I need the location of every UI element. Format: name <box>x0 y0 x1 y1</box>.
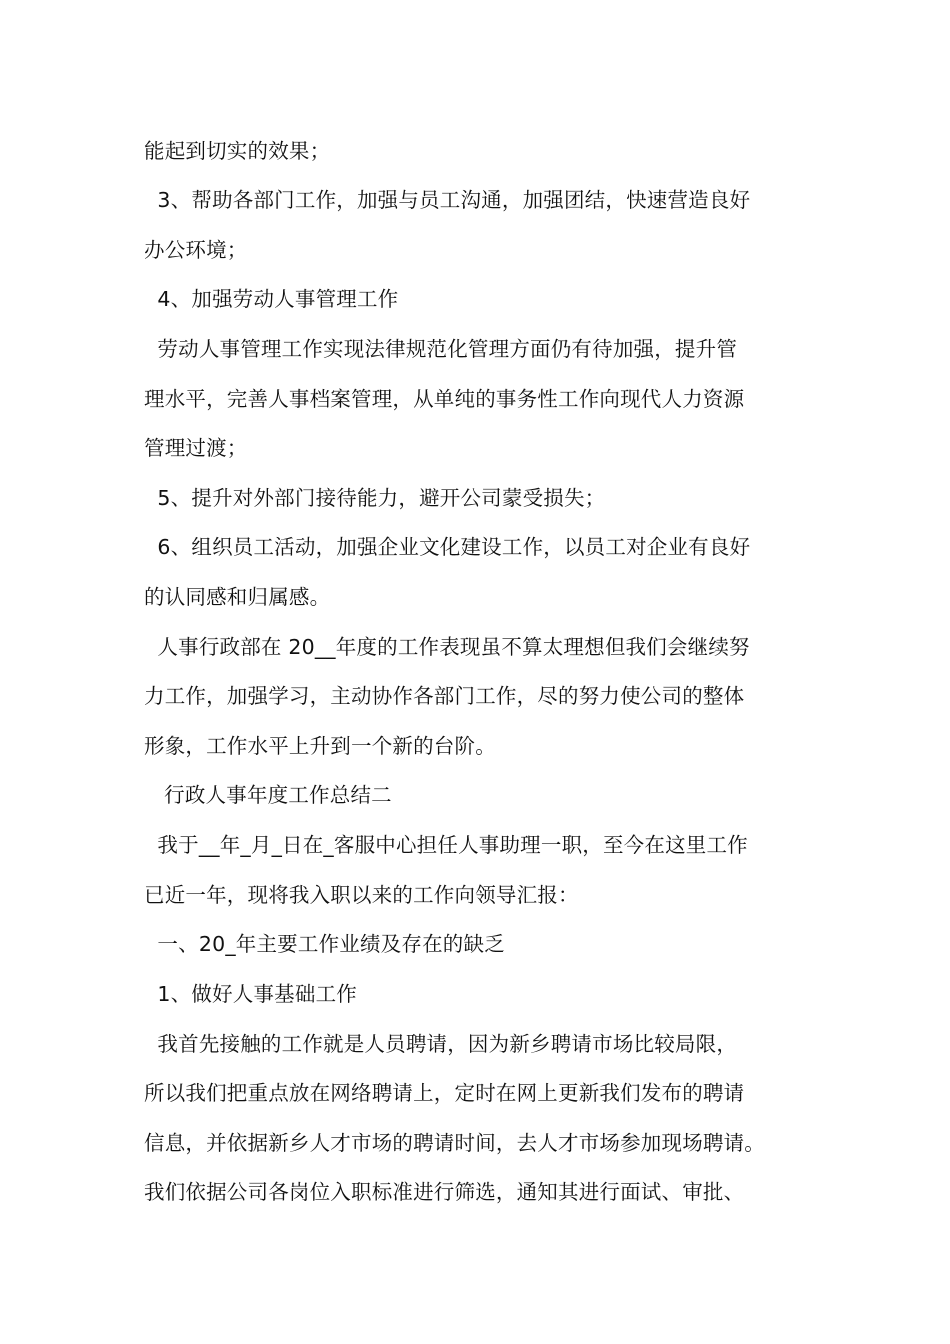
section-heading: 行政人事年度工作总结二 <box>144 783 392 807</box>
text-line: 1、做好人事基础工作 <box>144 982 357 1006</box>
text-line: 人事行政部在 20__年度的工作表现虽不算太理想但我们会继续努 <box>144 635 750 659</box>
text-line: 力工作，加强学习，主动协作各部门工作，尽的努力使公司的整体 <box>144 684 745 708</box>
text-line: 我们依据公司各岗位入职标准进行筛选，通知其进行面试、审批、 <box>144 1180 745 1204</box>
text-line: 信息，并依据新乡人才市场的聘请时间，去人才市场参加现场聘请。 <box>144 1131 765 1155</box>
text-line: 的认同感和归属感。 <box>144 585 331 609</box>
text-line: 我于__年_月_日在_客服中心担任人事助理一职，至今在这里工作 <box>144 833 748 857</box>
text-line: 一、20_年主要工作业绩及存在的缺乏 <box>144 932 505 956</box>
text-line: 4、加强劳动人事管理工作 <box>144 287 399 311</box>
text-line: 6、组织员工活动，加强企业文化建设工作，以员工对企业有良好 <box>144 535 751 559</box>
text-line: 办公环境； <box>144 238 248 262</box>
text-line: 5、提升对外部门接待能力，避开公司蒙受损失； <box>144 486 606 510</box>
text-line: 我首先接触的工作就是人员聘请，因为新乡聘请市场比较局限， <box>144 1032 738 1056</box>
text-line: 3、帮助各部门工作，加强与员工沟通，加强团结，快速营造良好 <box>144 188 751 212</box>
text-line: 理水平，完善人事档案管理，从单纯的事务性工作向现代人力资源 <box>144 387 745 411</box>
text-line: 所以我们把重点放在网络聘请上，定时在网上更新我们发布的聘请 <box>144 1081 745 1105</box>
text-line: 管理过渡； <box>144 436 248 460</box>
text-line: 能起到切实的效果； <box>144 139 331 163</box>
text-line: 形象，工作水平上升到一个新的台阶。 <box>144 734 496 758</box>
text-line: 已近一年，现将我入职以来的工作向领导汇报： <box>144 883 579 907</box>
text-line: 劳动人事管理工作实现法律规范化管理方面仍有待加强，提升管 <box>144 337 738 361</box>
